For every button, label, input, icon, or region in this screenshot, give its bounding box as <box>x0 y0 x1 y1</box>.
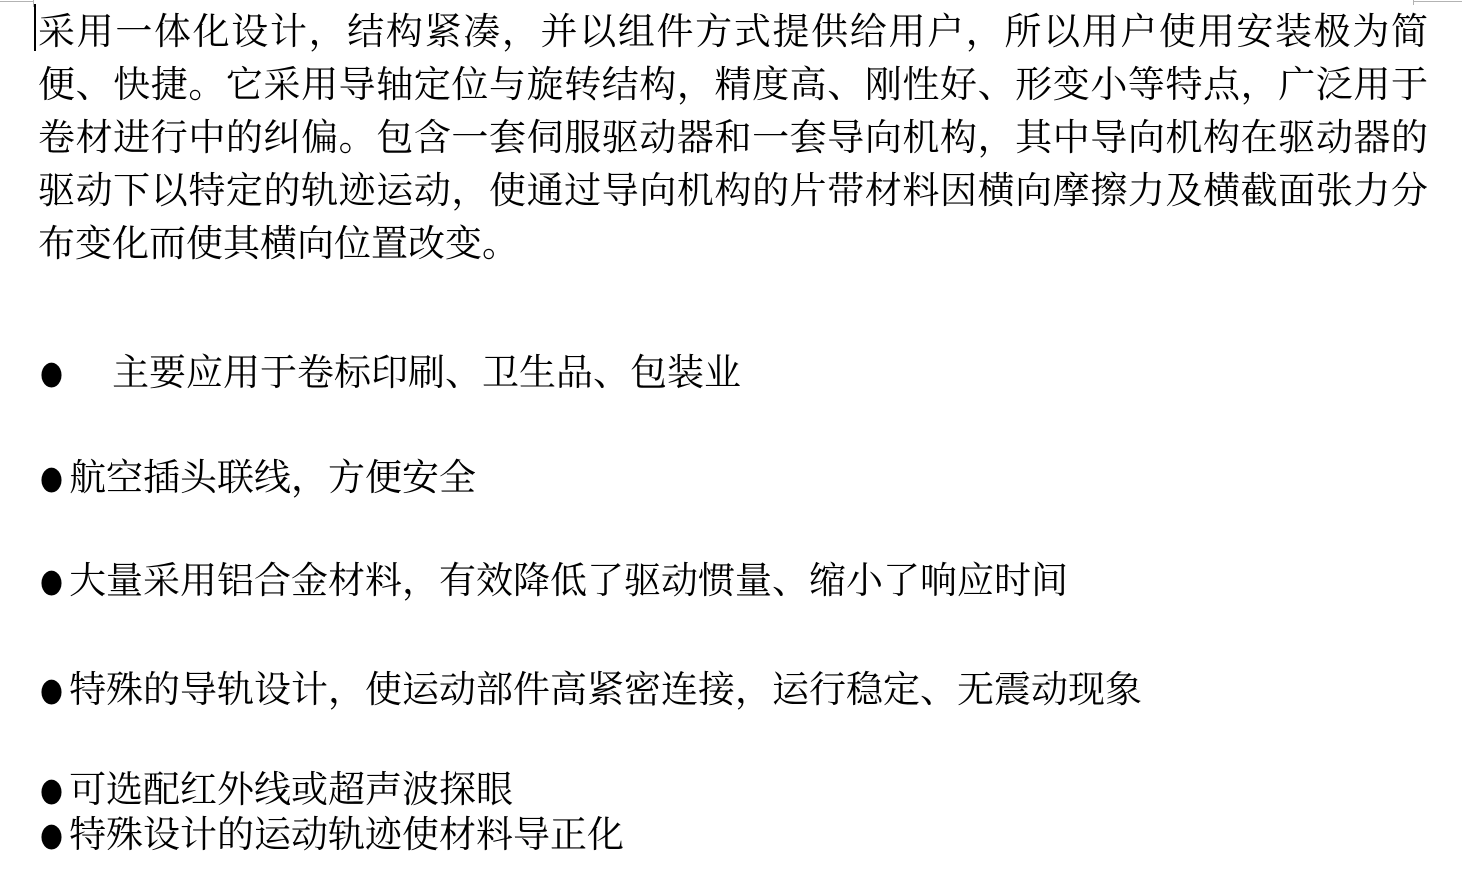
bullet-item-text: 主要应用于卷标印刷、卫生品、包装业 <box>112 353 742 394</box>
bullet-icon: ● <box>40 459 64 497</box>
bullet-icon: ● <box>40 671 64 709</box>
bullet-icon: ● <box>40 816 64 854</box>
bullet-item-motion-track[interactable] <box>38 813 1428 858</box>
text-boundary-mark-top-left-horizontal <box>0 1 34 2</box>
bullet-item-applications[interactable] <box>38 351 1428 396</box>
bullet-icon: ● <box>40 562 64 600</box>
bullet-icon: ● <box>40 771 64 809</box>
bullet-item-aviation-plug[interactable] <box>38 456 1428 501</box>
bullet-item-text: 航空插头联线，方便安全 <box>69 458 477 499</box>
text-boundary-mark-top-right-vertical <box>1413 0 1414 5</box>
bullet-item-sensor-options[interactable] <box>38 768 1428 813</box>
bullet-icon: ● <box>40 354 64 392</box>
text-cursor <box>34 4 36 51</box>
bullet-item-aluminum-alloy[interactable] <box>38 559 1428 604</box>
document-content[interactable] <box>38 6 1428 858</box>
intro-paragraph[interactable]: 采用一体化设计，结构紧凑，并以组件方式提供给用户，所以用户使用安装极为简便、快捷。它采用导轴定位与旋转结构，精度高、刚性好、形变小等特点，广泛用于卷材进行中的纠偏。包含一套伺服驱动器和一套导向机构，其中导向机构在驱动器的驱动下以特定的轨迹运动，使通过导向机构的片带材料因横向摩擦力及横截面张力分布变化而使其横向位置改变。 <box>38 12 1428 265</box>
bullet-item-text: 特殊的导轨设计，使运动部件高紧密连接，运行稳定、无震动现象 <box>69 670 1143 711</box>
bullet-item-guide-rail[interactable] <box>38 668 1428 713</box>
bullet-item-text: 特殊设计的运动轨迹使材料导正化 <box>69 815 625 856</box>
text-boundary-mark-top-right-horizontal <box>1413 1 1462 2</box>
bullet-item-text: 大量采用铝合金材料，有效降低了驱动惯量、缩小了响应时间 <box>69 561 1069 602</box>
bullet-item-text: 可选配红外线或超声波探眼 <box>69 770 514 811</box>
